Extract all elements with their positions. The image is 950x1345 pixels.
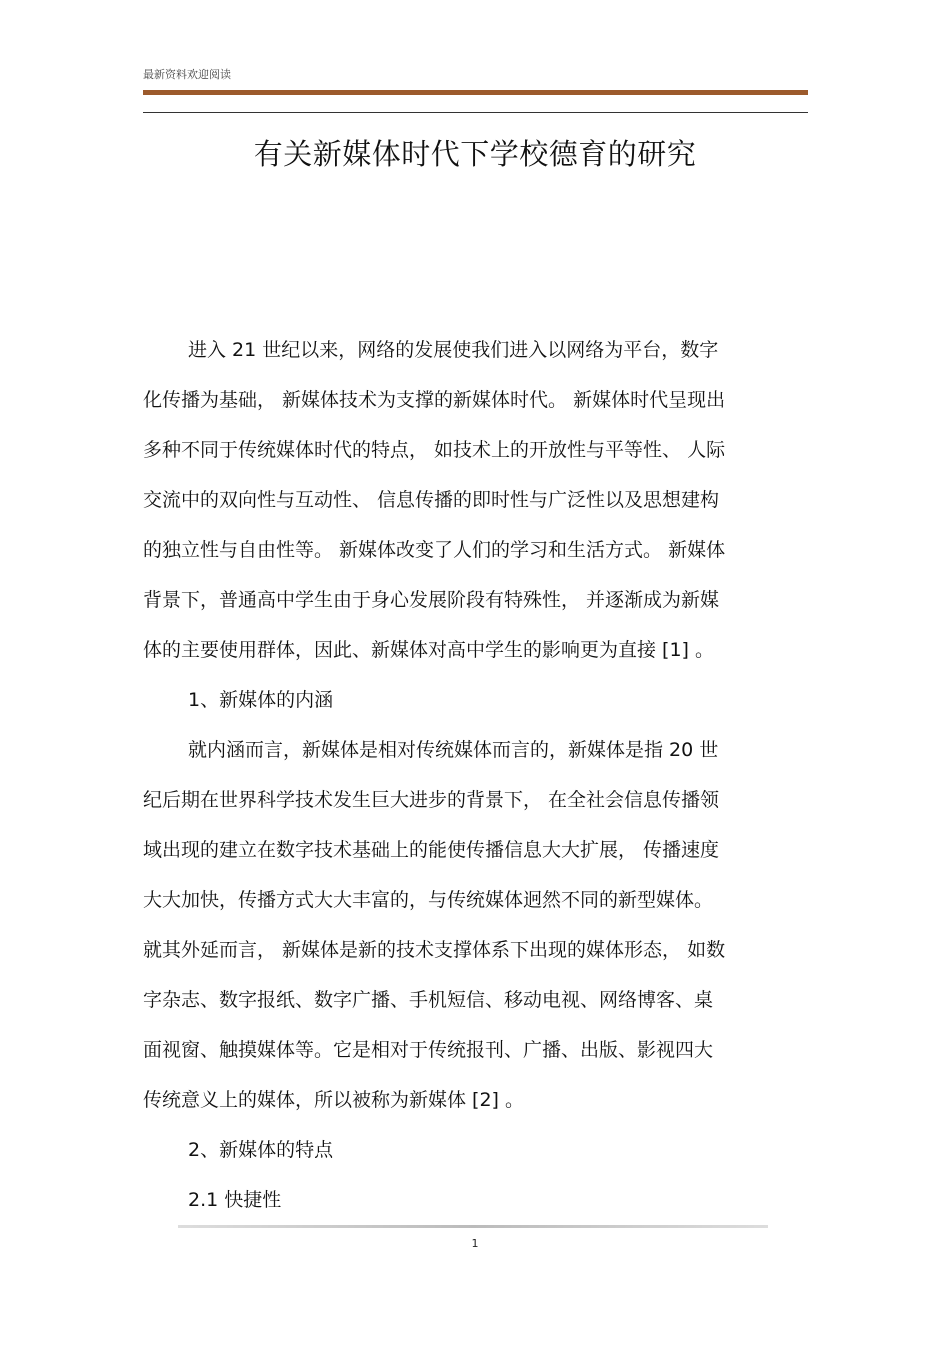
page-header-text: 最新资料欢迎阅读 (143, 68, 231, 81)
paragraph-line: 进入 21 世纪以来，网络的发展使我们进入以网络为平台，数字 (188, 339, 719, 361)
section-heading: 1、新媒体的内涵 (188, 689, 334, 711)
paragraph-line: 纪后期在世界科学技术发生巨大进步的背景下， 在全社会信息传播领 (143, 789, 720, 811)
paragraph-line: 多种不同于传统媒体时代的特点， 如技术上的开放性与平等性、 人际 (143, 439, 726, 461)
paragraph-line: 大大加快，传播方式大大丰富的，与传统媒体迥然不同的新型媒体。 (143, 889, 714, 911)
header-rule-thin (143, 112, 808, 113)
document-title: 有关新媒体时代下学校德育的研究 (253, 137, 697, 171)
paragraph-line: 传统意义上的媒体，所以被称为新媒体 [2] 。 (143, 1089, 524, 1111)
paragraph-line: 就其外延而言， 新媒体是新的技术支撑体系下出现的媒体形态， 如数 (143, 939, 726, 961)
paragraph-line: 化传播为基础， 新媒体技术为支撑的新媒体时代。 新媒体时代呈现出 (143, 389, 726, 411)
footer-rule (178, 1225, 768, 1228)
paragraph-line: 字杂志、数字报纸、数字广播、手机短信、移动电视、网络博客、桌 (143, 989, 714, 1011)
paragraph-line: 就内涵而言，新媒体是相对传统媒体而言的，新媒体是指 20 世 (188, 739, 719, 761)
header-rule-brown (143, 90, 808, 95)
document-body (143, 325, 808, 1225)
paragraph-line: 域出现的建立在数字技术基础上的能使传播信息大大扩展， 传播速度 (143, 839, 720, 861)
subsection-heading: 2.1 快捷性 (188, 1189, 282, 1211)
paragraph-line: 面视窗、触摸媒体等。它是相对于传统报刊、广播、出版、影视四大 (143, 1039, 714, 1061)
paragraph-line: 交流中的双向性与互动性、 信息传播的即时性与广泛性以及思想建构 (143, 489, 720, 511)
paragraph-line: 背景下，普通高中学生由于身心发展阶段有特殊性， 并逐渐成为新媒 (143, 589, 720, 611)
paragraph-line: 的独立性与自由性等。 新媒体改变了人们的学习和生活方式。 新媒体 (143, 539, 726, 561)
section-heading: 2、新媒体的特点 (188, 1139, 334, 1161)
page-number: 1 (471, 1237, 479, 1250)
paragraph-line: 体的主要使用群体，因此、新媒体对高中学生的影响更为直接 [1] 。 (143, 639, 714, 661)
